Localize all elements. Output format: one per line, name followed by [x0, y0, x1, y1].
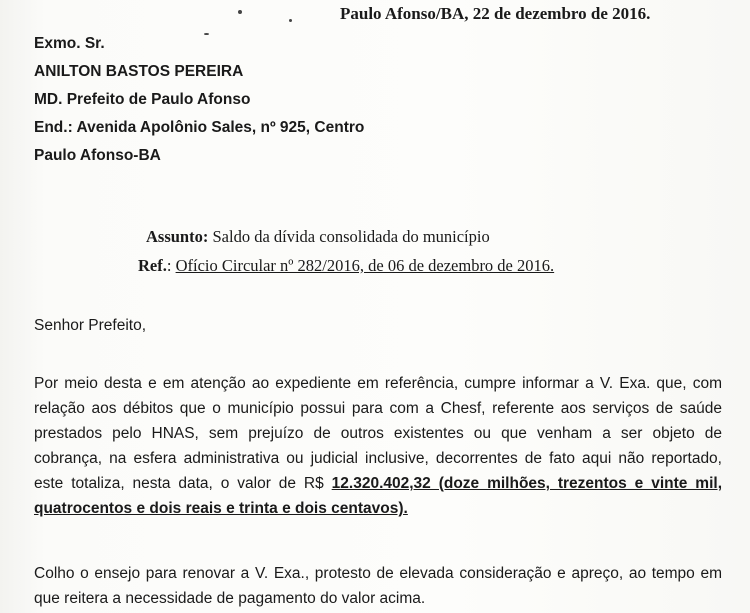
- amount-value: 12.320.402,32 (doze milhões, trezentos e vinte mil,: [331, 475, 722, 492]
- amount-prefix: este totaliza, nesta data, o valor de R$: [34, 475, 324, 492]
- subject-value: Saldo da dívida consolidada do município: [212, 227, 490, 246]
- reference-label: Ref.: [138, 256, 167, 275]
- body-paragraph-2: [34, 561, 722, 611]
- recipient-city: Paulo Afonso-BA: [34, 147, 161, 164]
- recipient-title: MD. Prefeito de Paulo Afonso: [34, 91, 251, 108]
- recipient-name: ANILTON BASTOS PEREIRA: [34, 63, 244, 80]
- scan-speck: [204, 33, 209, 35]
- paragraph-line: relação aos débitos que o município possui para com a Chesf, referente aos serviços de saúde: [34, 400, 722, 417]
- paragraph-line: [34, 496, 722, 521]
- paragraph-line: prestados pelo HNAS, sem prejuízo de outros existentes ou que venham a ser objeto de: [34, 425, 722, 442]
- letter-date: Paulo Afonso/BA, 22 de dezembro de 2016.: [340, 4, 651, 23]
- scan-speck: [289, 19, 292, 22]
- recipient-address: End.: Avenida Apolônio Sales, nº 925, Centro: [34, 119, 365, 136]
- body-paragraph-1: [34, 371, 722, 521]
- reference-line: [138, 256, 554, 276]
- paragraph-line: cobrança, na esfera administrativa ou judicial inclusive, decorrentes de fato aqui não reportado,: [34, 450, 722, 467]
- recipient-salutation: Exmo. Sr.: [34, 35, 105, 52]
- subject-label: Assunto:: [146, 227, 209, 246]
- subject-line: [146, 227, 490, 247]
- amount-words: quatrocentos e dois reais e trinta e dois centavos): [34, 500, 404, 517]
- amount-end: .: [403, 500, 408, 517]
- paragraph-line: Colho o ensejo para renovar a V. Exa., protesto de elevada consideração e apreço, ao tempo em: [34, 565, 722, 582]
- reference-value: Ofício Circular nº 282/2016, de 06 de dezembro de 2016.: [175, 256, 555, 275]
- paragraph-line: Por meio desta e em atenção ao expediente em referência, cumpre informar a V. Exa. que, com: [34, 375, 722, 392]
- scan-speck: [238, 10, 242, 14]
- reference-separator: :: [166, 256, 172, 275]
- paragraph-line: que reitera a necessidade de pagamento do valor acima.: [34, 590, 426, 607]
- paragraph-line: [34, 471, 722, 496]
- greeting: Senhor Prefeito,: [34, 317, 147, 334]
